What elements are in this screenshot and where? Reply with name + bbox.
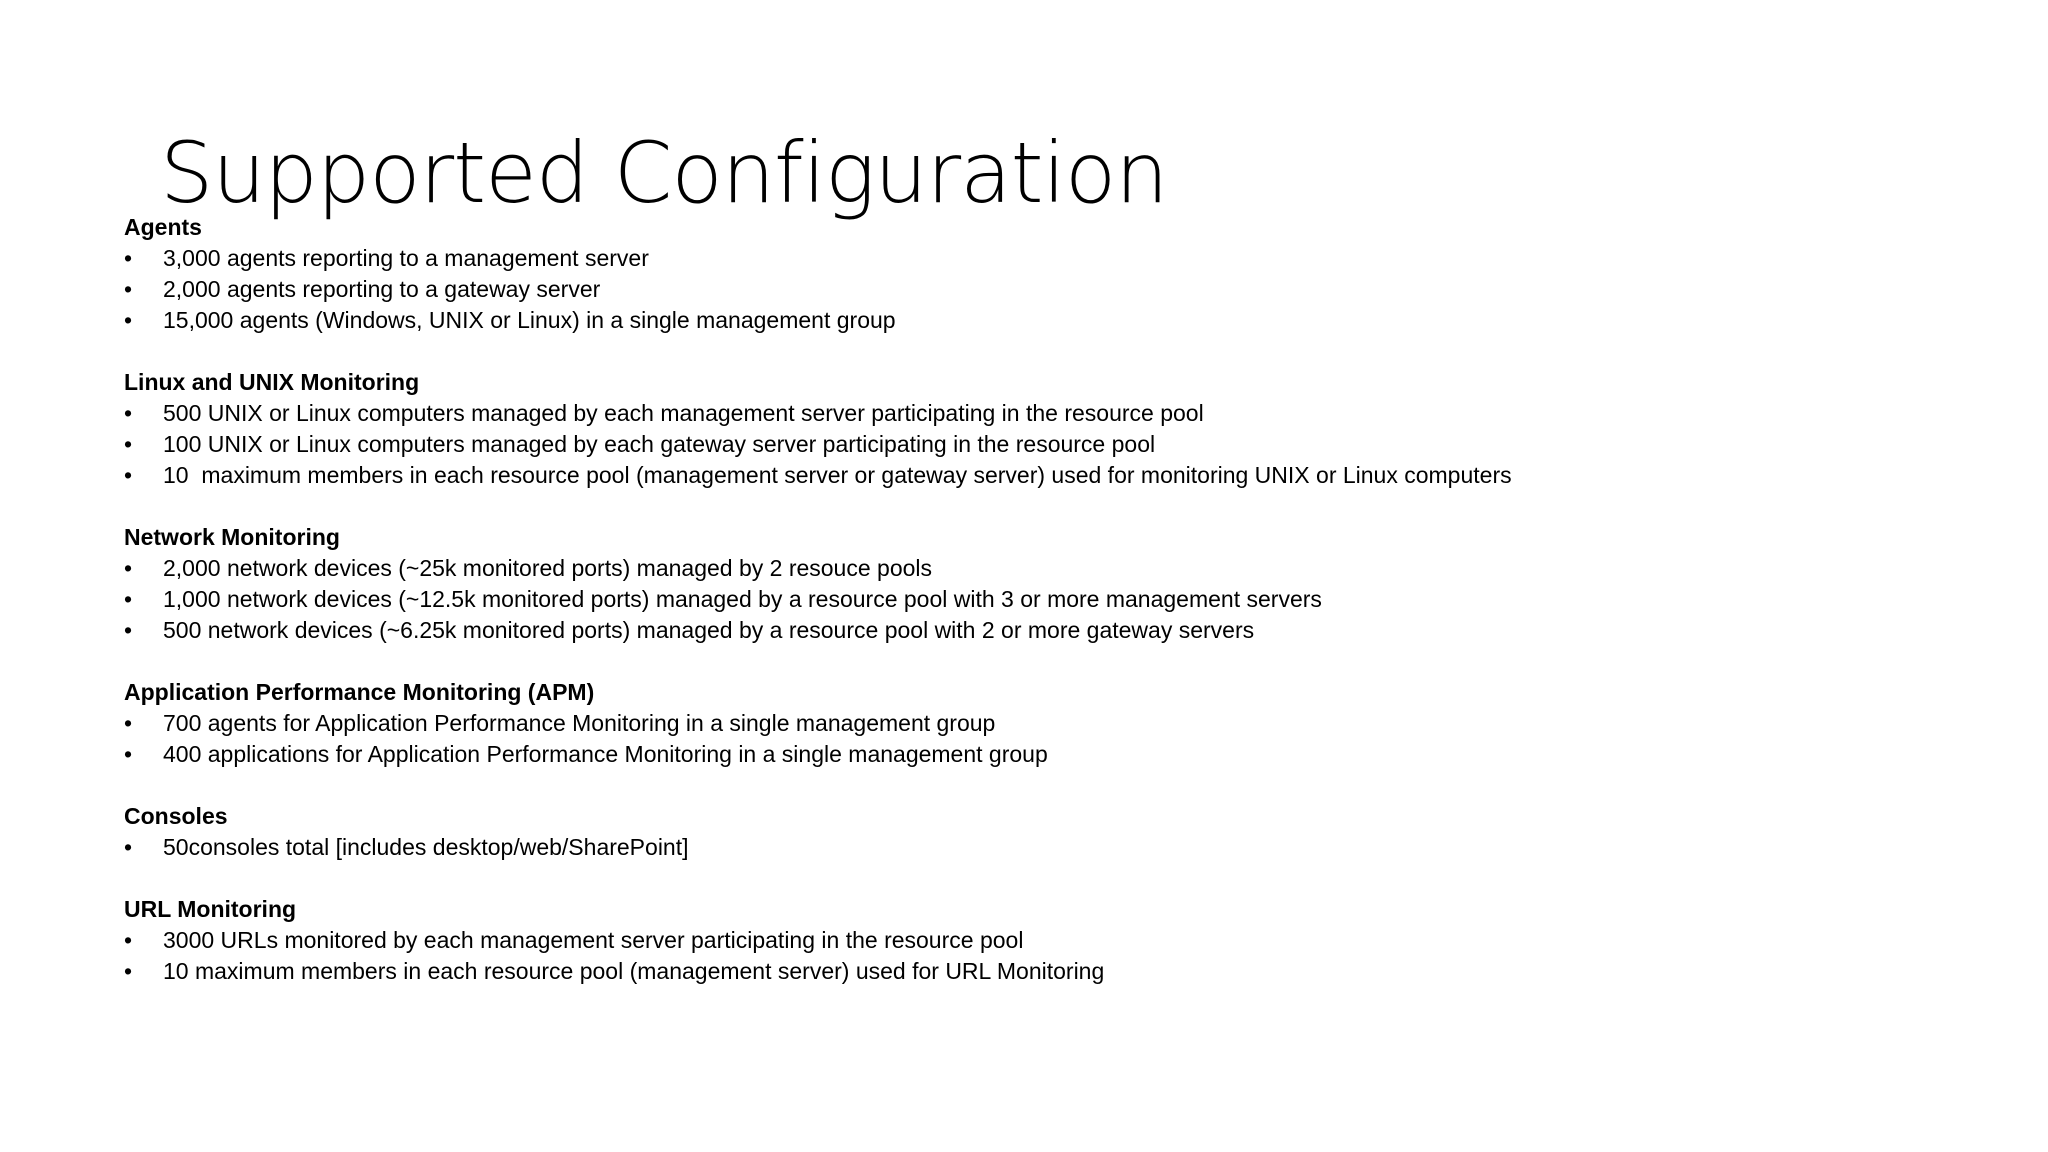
section-url-monitoring [124, 894, 2004, 987]
bullet-list [124, 553, 2004, 646]
list-item [124, 925, 2004, 956]
list-item-text: 3000 URLs monitored by each management server participating in the resource pool [163, 927, 1024, 953]
section-agents [124, 212, 2004, 336]
section-heading: Application Performance Monitoring (APM) [124, 679, 595, 705]
list-item-text: 10 maximum members in each resource pool (management server) used for URL Monitoring [163, 958, 1105, 984]
list-item [124, 460, 2004, 491]
list-item [124, 584, 2004, 615]
bullet-icon: • [124, 555, 133, 581]
bullet-icon: • [124, 245, 133, 271]
list-item [124, 274, 2004, 305]
section-linux-unix-monitoring [124, 367, 2004, 491]
list-item-text: 500 UNIX or Linux computers managed by each management server participating in the resource pool [163, 400, 1204, 426]
bullet-icon: • [124, 307, 133, 333]
section-consoles [124, 801, 2004, 863]
bullet-icon: • [124, 431, 133, 457]
bullet-icon: • [124, 834, 133, 860]
section-heading: Linux and UNIX Monitoring [124, 369, 420, 395]
list-item-text: 50consoles total [includes desktop/web/SharePoint] [163, 834, 689, 860]
list-item [124, 956, 2004, 987]
bullet-list [124, 832, 2004, 863]
bullet-list [124, 398, 2004, 491]
bullet-list [124, 243, 2004, 336]
list-item [124, 305, 2004, 336]
list-item [124, 708, 2004, 739]
bullet-icon: • [124, 462, 133, 488]
section-heading: Network Monitoring [124, 524, 340, 550]
list-item-text: 10 maximum members in each resource pool (management server or gateway server) used for monitoring UNIX or Linux computers [163, 462, 1512, 488]
list-item-text: 100 UNIX or Linux computers managed by each gateway server participating in the resource pool [163, 431, 1156, 457]
bullet-list [124, 708, 2004, 770]
list-item-text: 500 network devices (~6.25k monitored ports) managed by a resource pool with 2 or more gateway servers [163, 617, 1255, 643]
list-item [124, 398, 2004, 429]
slide-content [124, 212, 2004, 1018]
list-item-text: 15,000 agents (Windows, UNIX or Linux) in a single management group [163, 307, 896, 333]
bullet-icon: • [124, 617, 133, 643]
list-item-text: 2,000 agents reporting to a gateway server [163, 276, 601, 302]
bullet-icon: • [124, 276, 133, 302]
list-item [124, 243, 2004, 274]
section-network-monitoring [124, 522, 2004, 646]
list-item-text: 3,000 agents reporting to a management server [163, 245, 649, 271]
list-item [124, 429, 2004, 460]
bullet-icon: • [124, 400, 133, 426]
list-item [124, 739, 2004, 770]
list-item-text: 2,000 network devices (~25k monitored ports) managed by 2 resouce pools [163, 555, 933, 581]
bullet-icon: • [124, 586, 133, 612]
section-heading: Agents [124, 214, 202, 240]
bullet-list [124, 925, 2004, 987]
section-heading: Consoles [124, 803, 228, 829]
list-item [124, 832, 2004, 863]
list-item-text: 700 agents for Application Performance Monitoring in a single management group [163, 710, 996, 736]
bullet-icon: • [124, 958, 133, 984]
list-item [124, 615, 2004, 646]
section-apm [124, 677, 2004, 770]
list-item [124, 553, 2004, 584]
section-heading: URL Monitoring [124, 896, 297, 922]
bullet-icon: • [124, 710, 133, 736]
bullet-icon: • [124, 741, 133, 767]
list-item-text: 1,000 network devices (~12.5k monitored ports) managed by a resource pool with 3 or more management servers [163, 586, 1322, 612]
slide-title: Supported Configuration [160, 124, 1168, 222]
list-item-text: 400 applications for Application Performance Monitoring in a single management group [163, 741, 1048, 767]
bullet-icon: • [124, 927, 133, 953]
